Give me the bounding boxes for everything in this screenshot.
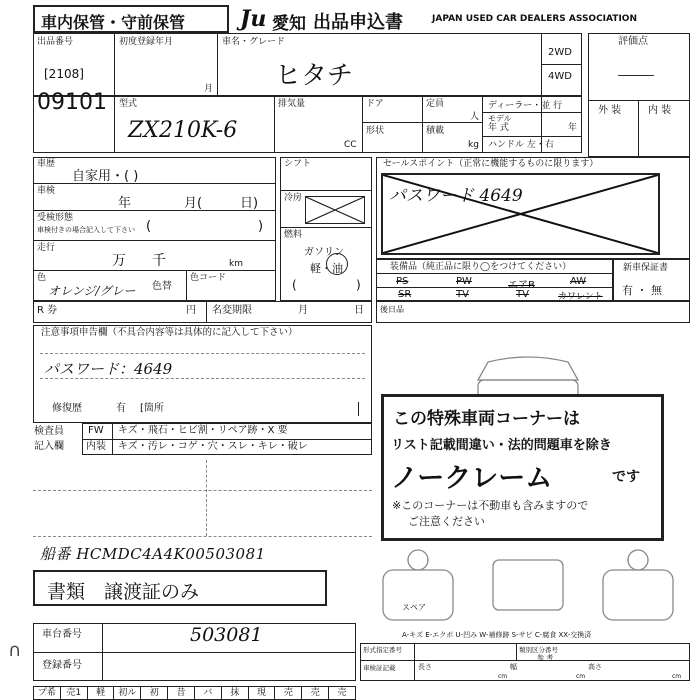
margin-mark: ∩ bbox=[8, 640, 22, 661]
storage-note: 車内保管・守前保管 bbox=[41, 13, 186, 32]
damage-legend: A-キズ E-エクボ U-凹み W-補修跡 S-サビ C-腐食 XX-交換済 bbox=[402, 631, 592, 639]
deadline-month: 月 bbox=[298, 305, 308, 316]
ju-logo-mark: Ju bbox=[240, 6, 267, 32]
fuel-paren-close: ) bbox=[356, 278, 361, 292]
color-change: 色替 bbox=[152, 281, 172, 292]
door-label: ドア bbox=[366, 99, 384, 109]
fuel-paren-open: ( bbox=[292, 278, 297, 292]
bottom-strip bbox=[33, 686, 356, 700]
notice-line-4: ※このコーナーは不動車も含みますので bbox=[392, 499, 589, 512]
designation-label: 形式指定番号 bbox=[363, 646, 402, 654]
receiving-paren-open: ( bbox=[146, 219, 152, 234]
shift-label: シフト bbox=[284, 159, 312, 169]
strip-cell: 売 bbox=[302, 687, 329, 699]
spare-label: スペア bbox=[402, 603, 426, 612]
ju-logo-text: 愛知 bbox=[272, 14, 306, 34]
color-code-label: 色コード bbox=[190, 273, 227, 283]
displacement-label: 排気量 bbox=[278, 99, 306, 109]
interior-label: 内 装 bbox=[648, 105, 672, 116]
model-label: 型式 bbox=[119, 99, 138, 109]
cooler-label: 冷房 bbox=[284, 193, 303, 203]
fuel-light: 軽・油 bbox=[310, 262, 343, 275]
receiving-label: 受検形態 bbox=[37, 213, 74, 223]
width-label: 幅 bbox=[510, 663, 517, 671]
cm-unit-2: cm bbox=[576, 673, 586, 680]
inspector-label-2: 記入欄 bbox=[34, 441, 64, 452]
history-value: 自家用・( ) bbox=[72, 169, 139, 184]
drive-2wd: 2WD bbox=[548, 47, 572, 58]
handle-label: ハンドル 左・右 bbox=[488, 140, 554, 150]
sales-points-label: セールスポイント（正常に機能するものに限ります） bbox=[383, 159, 599, 169]
inspection-day: 日) bbox=[240, 196, 259, 211]
equip-row-2-2: TV bbox=[456, 289, 469, 300]
warranty-value: 有 ・ 無 bbox=[622, 284, 662, 297]
height-label: 高さ bbox=[588, 663, 602, 671]
cm-unit-1: cm bbox=[498, 673, 508, 680]
rating-label: 評価点 bbox=[618, 36, 648, 47]
model-year-label-1: モデル bbox=[488, 114, 512, 123]
equip-row-2-1: SR bbox=[398, 289, 412, 300]
r-tax-box bbox=[33, 301, 372, 323]
model-year-label-2: 年 式 bbox=[488, 123, 509, 133]
fuel-circle-mark bbox=[326, 253, 348, 275]
rear-label: 後日品 bbox=[380, 305, 404, 314]
documents-box bbox=[33, 570, 327, 606]
inspection-label: 車検 bbox=[37, 186, 56, 196]
deadline-day: 日 bbox=[354, 305, 364, 316]
equip-row-2-3: TV bbox=[516, 289, 529, 300]
warranty-label: 新車保証書 bbox=[623, 263, 669, 273]
mileage-sen: 千 bbox=[152, 253, 166, 269]
kg-unit: kg bbox=[468, 140, 479, 150]
cc-unit: CC bbox=[344, 140, 357, 150]
capacity-label: 定員 bbox=[426, 99, 445, 109]
repair-place: [箇所 bbox=[140, 403, 164, 414]
notice-line-2: リスト記載間違い・法的問題車を除き bbox=[391, 438, 612, 453]
first-reg-label: 初度登録年月 bbox=[119, 37, 174, 47]
association-name: JAPAN USED CAR DEALERS ASSOCIATION bbox=[432, 14, 637, 24]
listing-no: 09101 bbox=[37, 90, 107, 115]
strip-cell: 売1 bbox=[61, 687, 88, 699]
exterior-label: 外 装 bbox=[598, 105, 622, 116]
receiving-note: 車検付きの場合記入して下さい bbox=[37, 226, 135, 234]
drive-4wd: 4WD bbox=[548, 71, 572, 82]
notice-line-5: ご注意ください bbox=[408, 515, 485, 528]
km-unit: km bbox=[229, 259, 243, 269]
notes-label: 注意事項申告欄（不具合内容等は具体的に記入して下さい） bbox=[41, 327, 298, 338]
rating-box bbox=[588, 33, 690, 157]
inspection-year: 年 bbox=[118, 196, 132, 211]
equip-row-1-2: PW bbox=[456, 276, 472, 287]
strip-cell: 現 bbox=[249, 687, 276, 699]
reg-label: 登録番号 bbox=[42, 660, 82, 671]
dealer-label: ディーラー・並 行 bbox=[488, 101, 563, 111]
fw-label: FW bbox=[88, 425, 104, 436]
documents-label: 書類 譲渡証のみ bbox=[47, 581, 200, 603]
strip-cell: 軽 bbox=[88, 687, 115, 699]
r-tax-label: R 券 bbox=[37, 305, 58, 316]
in-text: キズ・汚レ・コゲ・穴・スレ・キレ・破レ bbox=[118, 441, 308, 452]
fw-text: キズ・飛石・ヒビ割・リペア跡・X 要 bbox=[118, 425, 288, 436]
notice-line-1: この特殊車両コーナーは bbox=[393, 409, 580, 429]
chassis-label: 車台番号 bbox=[42, 629, 82, 640]
fuel-gasoline: ガソリン bbox=[304, 247, 344, 258]
receiving-paren-close: ) bbox=[258, 219, 264, 234]
cooler-x-box bbox=[305, 196, 365, 224]
equip-row-1-1: PS bbox=[396, 276, 409, 287]
color-label: 色 bbox=[37, 273, 47, 283]
strip-cell: 昔 bbox=[168, 687, 195, 699]
repair-value: 有 bbox=[116, 403, 126, 414]
mileage-label: 走行 bbox=[37, 243, 56, 253]
form-title: 出品申込書 bbox=[313, 12, 403, 33]
equip-row-1-3: エアB bbox=[508, 280, 535, 291]
repair-label: 修復歴 bbox=[52, 403, 82, 414]
strip-cell: 売 bbox=[275, 687, 302, 699]
notice-line-3-small: です bbox=[612, 469, 640, 485]
listing-no-label: 出品番号 bbox=[37, 37, 74, 47]
chassis-value: 503081 bbox=[190, 624, 263, 646]
strip-cell: 抹 bbox=[222, 687, 249, 699]
storage-note-box bbox=[33, 5, 229, 33]
sales-points-x-box bbox=[381, 173, 660, 255]
cm-unit-3: cm bbox=[672, 673, 682, 680]
notice-line-3-big: ノークレーム bbox=[391, 463, 553, 494]
inspection-cert-label: 車検証記載 bbox=[363, 664, 396, 672]
rear-box bbox=[376, 301, 690, 323]
notes-handwritten: パスワード：4649 bbox=[44, 360, 173, 378]
inspection-month: 月( bbox=[184, 196, 203, 211]
fuel-label: 燃料 bbox=[284, 230, 303, 240]
equip-row-1-4: AW bbox=[570, 276, 587, 287]
model-value: ZX210K-6 bbox=[128, 118, 238, 143]
strip-cell: 初ル bbox=[114, 687, 141, 699]
shape-label: 形状 bbox=[366, 126, 385, 136]
serial-handwritten: 船番 HCMDC4A4K00503081 bbox=[40, 545, 266, 563]
in-label: 内装 bbox=[86, 441, 106, 452]
cooler-x-mark bbox=[306, 197, 364, 223]
equipment-label: 装備品（純正品に限り◯をつけてください） bbox=[390, 262, 572, 272]
reference-label: 参 考 bbox=[537, 654, 554, 662]
yen-unit: 円 bbox=[186, 305, 196, 316]
person-unit: 人 bbox=[470, 112, 480, 122]
load-label: 積載 bbox=[426, 126, 445, 136]
strip-cell: プ希 bbox=[34, 687, 61, 699]
equip-row-2-4: カワレント bbox=[558, 292, 603, 302]
car-name-label: 車名・グレード bbox=[222, 37, 286, 47]
category-label: 類別区分番号 bbox=[519, 646, 558, 654]
length-label: 長さ bbox=[418, 663, 432, 671]
car-name-value: ヒタチ bbox=[275, 61, 354, 91]
mileage-man: 万 bbox=[112, 253, 126, 269]
strip-cell: バ bbox=[195, 687, 222, 699]
deadline-label: 名変期限 bbox=[212, 305, 252, 316]
strip-cell: 売 bbox=[337, 688, 347, 698]
color-value: オレンジ/グレー bbox=[48, 284, 136, 298]
rating-value: ――― bbox=[618, 68, 654, 82]
history-label: 車歴 bbox=[37, 159, 56, 169]
year-unit: 年 bbox=[568, 123, 578, 133]
sales-points-handwritten: パスワード 4649 bbox=[389, 186, 523, 206]
strip-cell: 初 bbox=[141, 687, 168, 699]
month-unit: 月 bbox=[204, 84, 214, 94]
inspector-label-1: 検査員 bbox=[34, 426, 64, 437]
listing-sub: [2108] bbox=[44, 67, 84, 81]
